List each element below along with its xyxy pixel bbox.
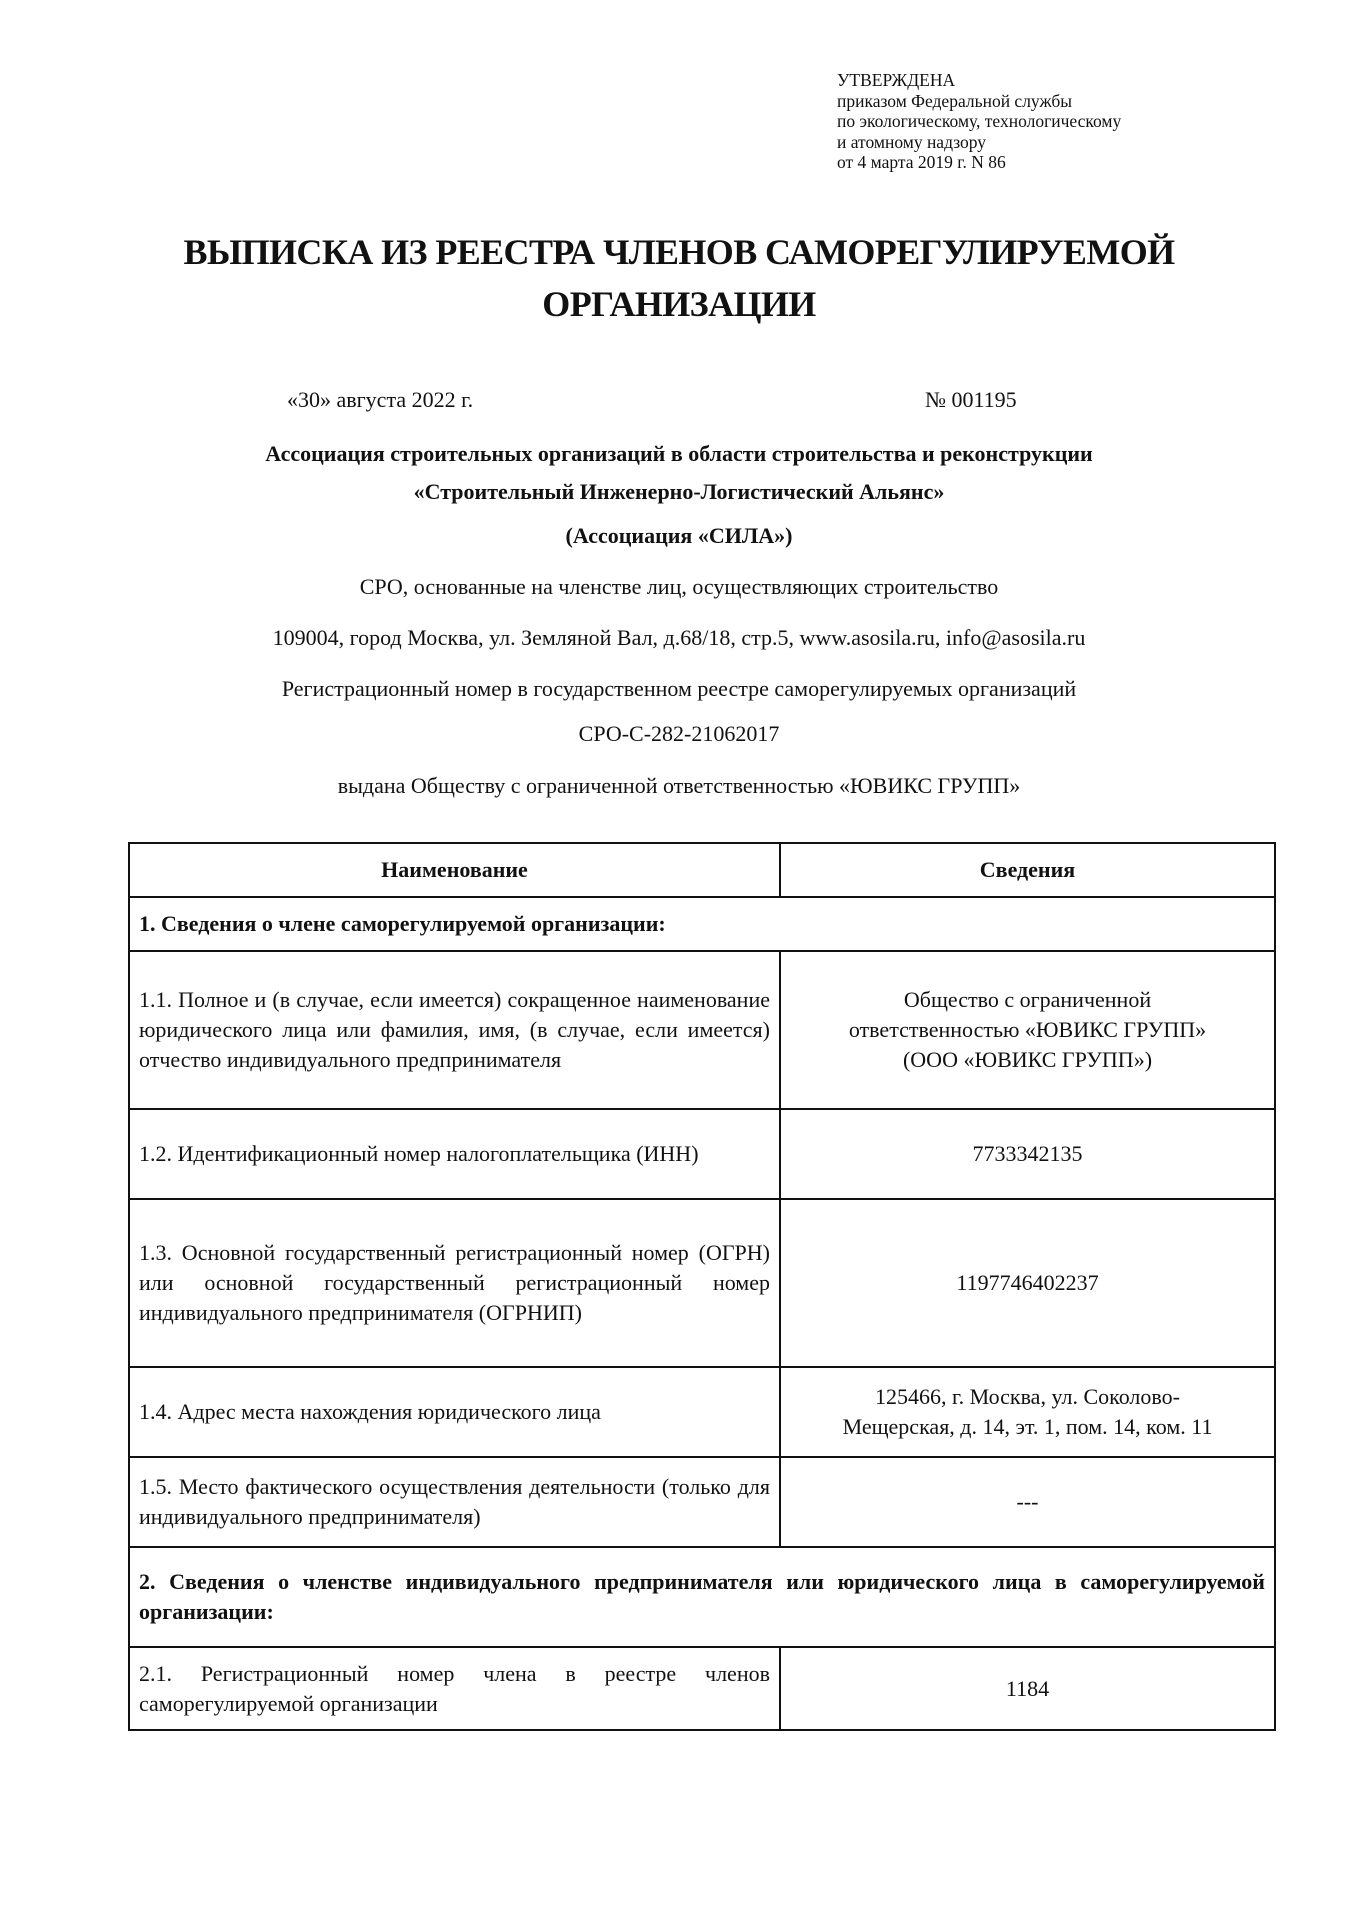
approval-line: приказом Федеральной службы [837, 90, 1072, 111]
section-row [129, 897, 1275, 951]
registry-number: СРО-С-282-21062017 [578, 721, 780, 746]
column-header-details: Сведения [780, 843, 1275, 897]
row-label: 1.1. Полное и (в случае, если имеется) сокращенное наименование юридического лица или фамилия, имя, (в случае, если имеется) отчество индивидуального предпринимателя [129, 951, 780, 1109]
value-line: (ООО «ЮВИКС ГРУПП») [902, 1047, 1153, 1072]
row-label: 1.2. Идентификационный номер налогоплательщика (ИНН) [129, 1109, 780, 1199]
table-row [129, 1199, 1275, 1367]
approval-line: и атомному надзору [837, 131, 987, 152]
value-line: Мещерская, д. 14, эт. 1, пом. 14, ком. 11 [842, 1414, 1213, 1439]
table-row [129, 951, 1275, 1109]
organization-address: 109004, город Москва, ул. Земляной Вал, д.68/18, стр.5, www.asosila.ru, info@asosila.ru [272, 625, 1086, 650]
approval-stamp [837, 70, 1121, 173]
document-title [0, 226, 1358, 330]
table-row [129, 1457, 1275, 1547]
section-row [129, 1547, 1275, 1647]
column-header-name: Наименование [129, 843, 780, 897]
organization-name-line2: «Строительный Инженерно-Логистический Альянс» [413, 479, 945, 504]
row-value-ogrn: 1197746402237 [780, 1199, 1275, 1367]
table-row [129, 1647, 1275, 1730]
table-row [129, 1367, 1275, 1457]
table-header-row [129, 843, 1275, 897]
member-registry-table [128, 842, 1276, 1731]
value-line: ответственностью «ЮВИКС ГРУПП» [848, 1017, 1207, 1042]
row-value-inn: 7733342135 [780, 1109, 1275, 1199]
document-title-line1: ВЫПИСКА ИЗ РЕЕСТРА ЧЛЕНОВ САМОРЕГУЛИРУЕМОЙ [183, 232, 1175, 272]
approval-line: по экологическому, технологическому [837, 111, 1122, 131]
row-value-member-number: 1184 [780, 1647, 1275, 1730]
organization-short-name: (Ассоциация «СИЛА») [565, 523, 793, 548]
row-value [780, 951, 1275, 1109]
organization-name-line1: Ассоциация строительных организаций в области строительства и реконструкции [265, 441, 1093, 466]
document-number: № 001195 [925, 387, 1017, 412]
issue-date: «30» августа 2022 г. [287, 387, 474, 412]
value-line: Общество с ограниченной [903, 987, 1152, 1012]
row-label: 1.5. Место фактического осуществления деятельности (только для индивидуального предпринимателя) [129, 1457, 780, 1547]
value-line: 125466, г. Москва, ул. Соколово- [875, 1384, 1180, 1409]
row-label: 1.3. Основной государственный регистрационный номер (ОГРН) или основной государственный регистрационный номер индивидуального предпринимателя (ОГРНИП) [129, 1199, 780, 1367]
row-label: 1.4. Адрес места нахождения юридического лица [129, 1367, 780, 1457]
issued-to: выдана Обществу с ограниченной ответственностью «ЮВИКС ГРУПП» [337, 773, 1021, 798]
table-row [129, 1109, 1275, 1199]
row-label: 2.1. Регистрационный номер члена в реестре членов саморегулируемой организации [129, 1647, 780, 1730]
section-1-title: 1. Сведения о члене саморегулируемой организации: [129, 897, 1275, 951]
section-2-title: 2. Сведения о членстве индивидуального предпринимателя или юридического лица в саморегулируемой организации: [129, 1547, 1275, 1647]
registry-label: Регистрационный номер в государственном реестре саморегулируемых организаций [281, 676, 1077, 701]
row-value-address [780, 1367, 1275, 1457]
row-value-activity-place: --- [780, 1457, 1275, 1547]
organization-type: СРО, основанные на членстве лиц, осуществляющих строительство [359, 574, 999, 599]
approval-line: УТВЕРЖДЕНА [837, 70, 956, 90]
document-title-line2: ОРГАНИЗАЦИИ [542, 284, 816, 324]
approval-line: от 4 марта 2019 г. N 86 [837, 152, 1006, 172]
